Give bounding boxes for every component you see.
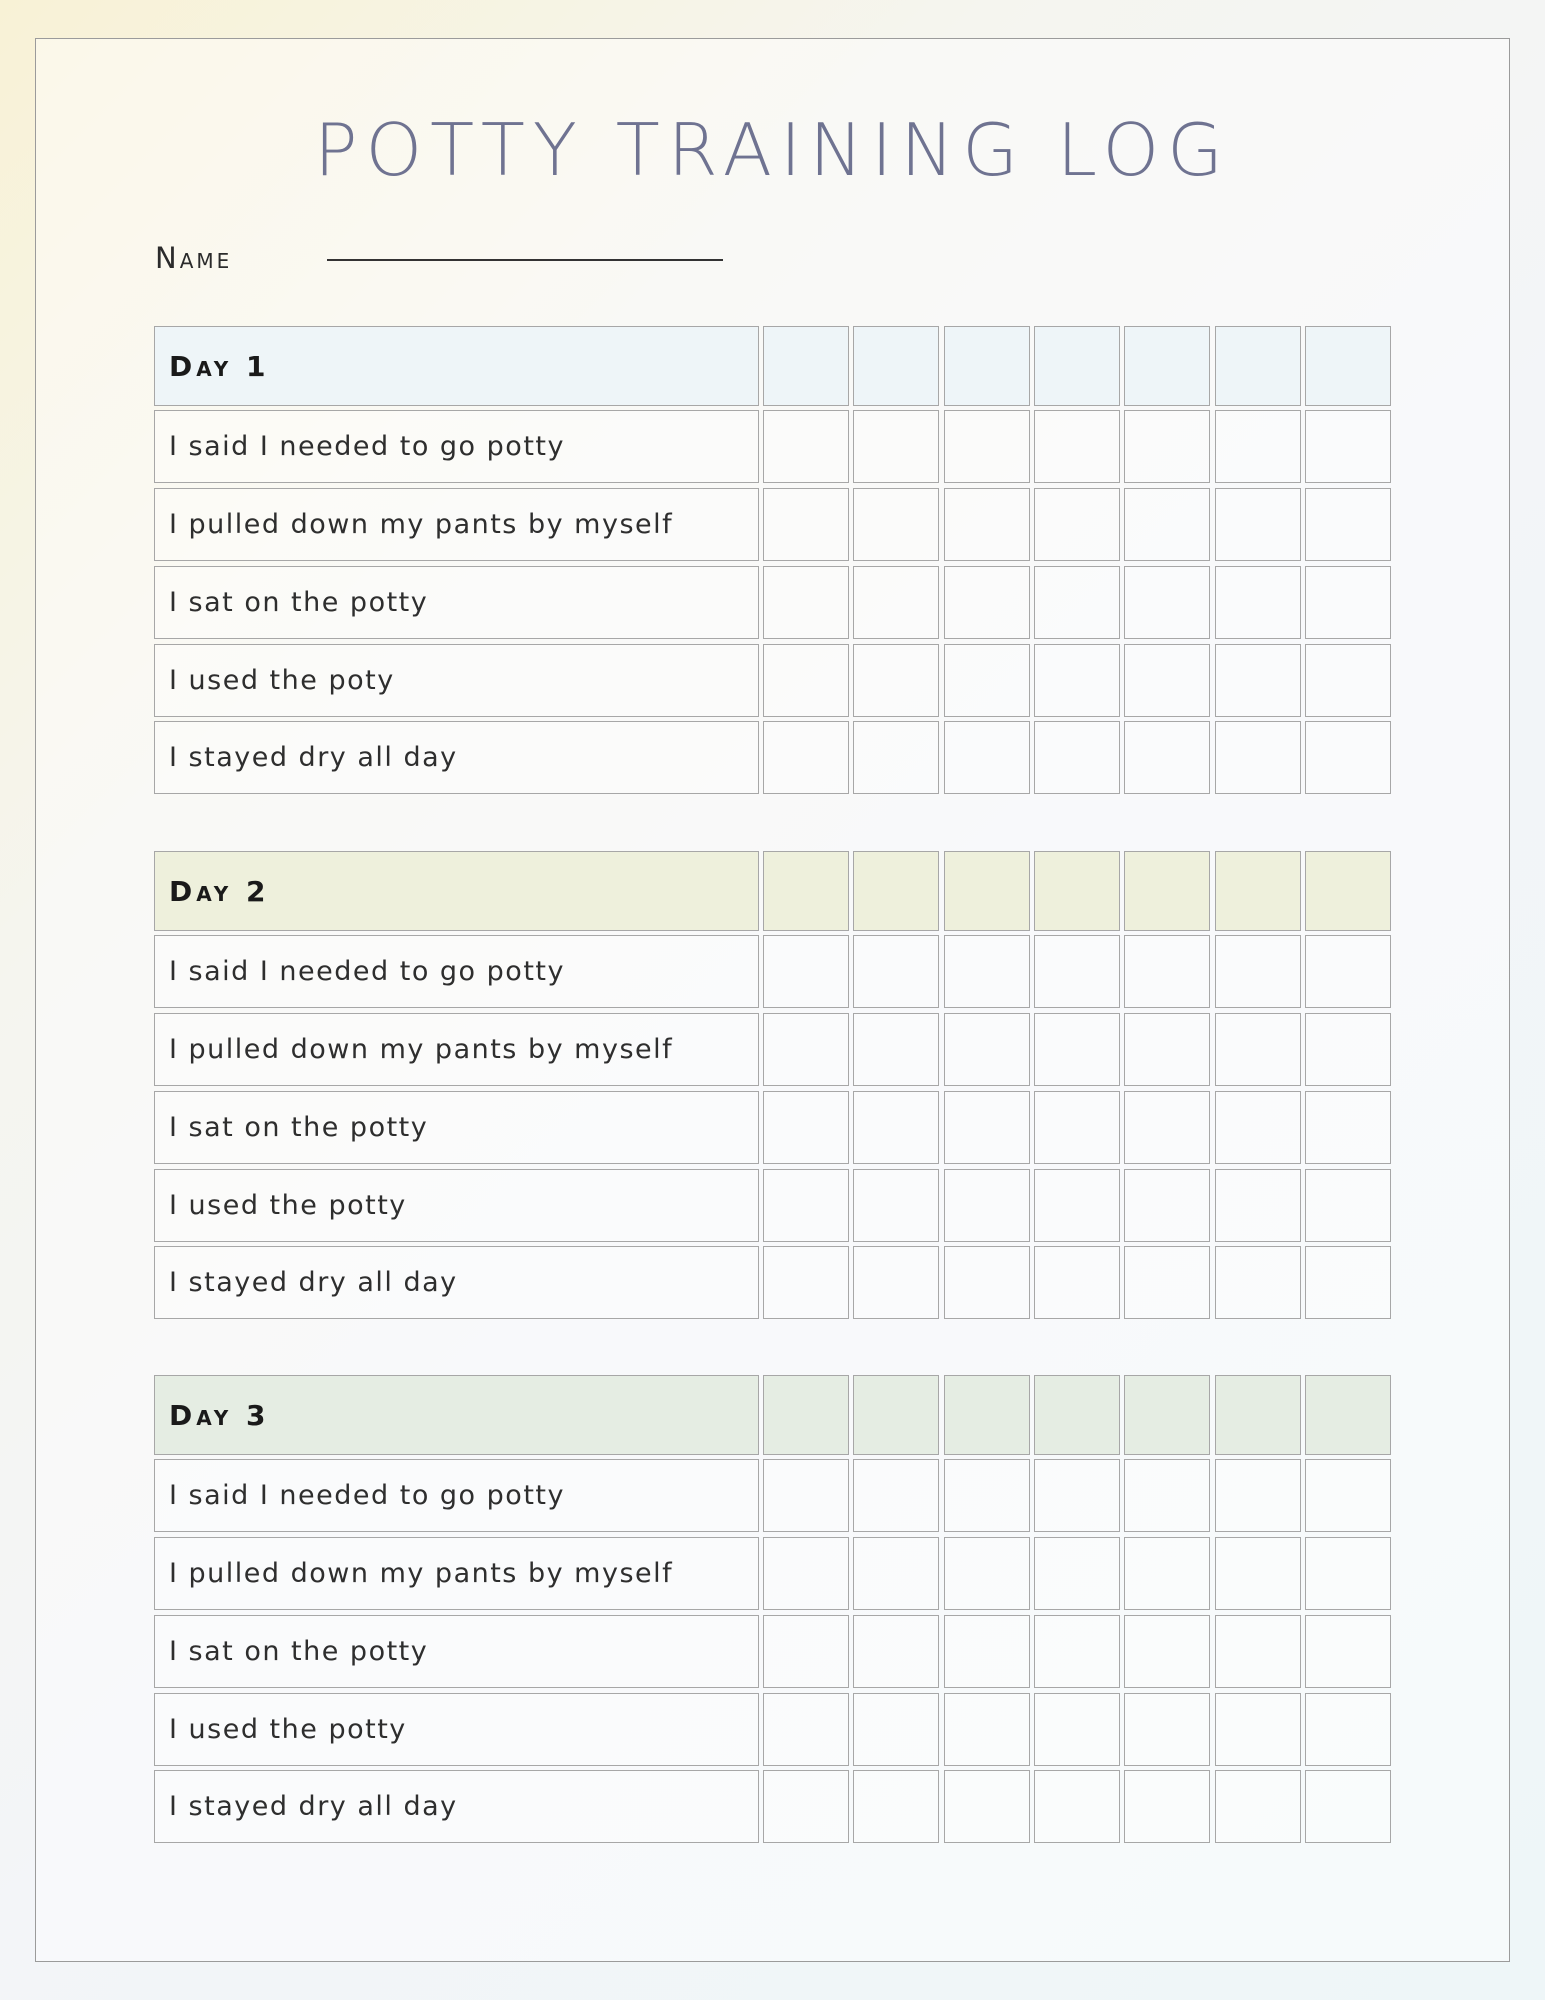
checkbox[interactable] — [944, 1770, 1030, 1843]
checkbox[interactable] — [1034, 488, 1120, 561]
checkbox[interactable] — [763, 1615, 849, 1688]
checkbox[interactable] — [944, 1246, 1030, 1319]
checkbox[interactable] — [1305, 1537, 1391, 1610]
checkbox[interactable] — [944, 566, 1030, 639]
day-label: Day 1 — [154, 326, 759, 406]
header-cell — [853, 851, 939, 931]
table-row — [154, 488, 1392, 561]
checkbox[interactable] — [763, 644, 849, 717]
checkbox[interactable] — [1215, 1693, 1301, 1766]
header-cell — [763, 326, 849, 406]
header-cell — [853, 326, 939, 406]
checkbox[interactable] — [763, 935, 849, 1008]
checkbox[interactable] — [1034, 1770, 1120, 1843]
checkbox[interactable] — [1034, 1013, 1120, 1086]
checkbox[interactable] — [763, 1013, 849, 1086]
task-label: I pulled down my pants by myself — [154, 488, 759, 561]
checkbox[interactable] — [853, 1770, 939, 1843]
checkbox[interactable] — [1305, 644, 1391, 717]
checkbox[interactable] — [944, 1537, 1030, 1610]
task-label: I said I needed to go potty — [154, 1459, 759, 1532]
table-row — [154, 1693, 1392, 1766]
header-cell — [944, 851, 1030, 931]
checkbox[interactable] — [1215, 935, 1301, 1008]
checkbox[interactable] — [1034, 1091, 1120, 1164]
checkbox[interactable] — [763, 1770, 849, 1843]
checkbox[interactable] — [853, 1169, 939, 1242]
checkbox[interactable] — [1215, 566, 1301, 639]
checkbox[interactable] — [1215, 1537, 1301, 1610]
checkbox[interactable] — [1034, 1537, 1120, 1610]
checkbox[interactable] — [944, 488, 1030, 561]
checkbox[interactable] — [1034, 721, 1120, 794]
checkbox[interactable] — [763, 1169, 849, 1242]
checkbox[interactable] — [1124, 1246, 1210, 1319]
task-label: I sat on the potty — [154, 1615, 759, 1688]
checkbox[interactable] — [1124, 1013, 1210, 1086]
checkbox[interactable] — [1034, 1459, 1120, 1532]
checkbox[interactable] — [1215, 1013, 1301, 1086]
checkbox[interactable] — [1305, 1091, 1391, 1164]
header-cell — [1305, 326, 1391, 406]
checkbox[interactable] — [763, 1246, 849, 1319]
header-cell — [1034, 1375, 1120, 1455]
checkbox[interactable] — [763, 1537, 849, 1610]
checkbox[interactable] — [1124, 721, 1210, 794]
checkbox[interactable] — [944, 721, 1030, 794]
checkbox[interactable] — [1124, 566, 1210, 639]
checkbox[interactable] — [944, 1615, 1030, 1688]
checkbox[interactable] — [1124, 1693, 1210, 1766]
checkbox[interactable] — [1215, 1770, 1301, 1843]
header-cell — [763, 1375, 849, 1455]
checkbox[interactable] — [1124, 1770, 1210, 1843]
table-row — [154, 935, 1392, 1008]
header-cell — [853, 1375, 939, 1455]
checkbox[interactable] — [1215, 1169, 1301, 1242]
checkbox[interactable] — [853, 935, 939, 1008]
checkbox[interactable] — [853, 1693, 939, 1766]
checkbox[interactable] — [1215, 721, 1301, 794]
checkbox[interactable] — [944, 1693, 1030, 1766]
table-row — [154, 1770, 1392, 1843]
checkbox[interactable] — [853, 721, 939, 794]
header-cell — [1124, 851, 1210, 931]
page-title: POTTY TRAINING LOG — [314, 108, 1231, 192]
header-cell — [1124, 326, 1210, 406]
checkbox[interactable] — [853, 410, 939, 483]
checkbox[interactable] — [1305, 935, 1391, 1008]
table-row — [154, 1537, 1392, 1610]
task-label: I said I needed to go potty — [154, 935, 759, 1008]
checkbox[interactable] — [1124, 1537, 1210, 1610]
checkbox[interactable] — [1124, 644, 1210, 717]
table-row — [154, 1169, 1392, 1242]
table-row — [154, 1459, 1392, 1532]
checkbox[interactable] — [853, 644, 939, 717]
checkbox[interactable] — [853, 566, 939, 639]
task-label: I pulled down my pants by myself — [154, 1537, 759, 1610]
checkbox[interactable] — [763, 721, 849, 794]
header-cell — [1305, 851, 1391, 931]
header-cell — [1124, 1375, 1210, 1455]
day-label: Day 2 — [154, 851, 759, 931]
task-label: I stayed dry all day — [154, 721, 759, 794]
table-row — [154, 410, 1392, 483]
checkbox[interactable] — [944, 935, 1030, 1008]
task-label: I stayed dry all day — [154, 1246, 759, 1319]
task-label: I sat on the potty — [154, 1091, 759, 1164]
checkbox[interactable] — [944, 410, 1030, 483]
checkbox[interactable] — [763, 1459, 849, 1532]
checkbox[interactable] — [1124, 1459, 1210, 1532]
checkbox[interactable] — [1305, 1246, 1391, 1319]
checkbox[interactable] — [1034, 1246, 1120, 1319]
checkbox[interactable] — [763, 1091, 849, 1164]
header-cell — [944, 326, 1030, 406]
checkbox[interactable] — [1124, 1091, 1210, 1164]
table-row — [154, 1246, 1392, 1319]
day-header-row — [154, 1375, 1392, 1455]
checkbox[interactable] — [1305, 1615, 1391, 1688]
checkbox[interactable] — [853, 1615, 939, 1688]
table-row — [154, 566, 1392, 639]
task-label: I sat on the potty — [154, 566, 759, 639]
checkbox[interactable] — [1215, 488, 1301, 561]
name-input-line[interactable] — [327, 259, 723, 261]
checkbox[interactable] — [1305, 1169, 1391, 1242]
day-header-row — [154, 851, 1392, 931]
checkbox[interactable] — [1034, 1615, 1120, 1688]
checkbox[interactable] — [853, 488, 939, 561]
checkbox[interactable] — [1305, 410, 1391, 483]
checkbox[interactable] — [1034, 566, 1120, 639]
checkbox[interactable] — [1124, 488, 1210, 561]
task-label: I pulled down my pants by myself — [154, 1013, 759, 1086]
checkbox[interactable] — [1215, 1246, 1301, 1319]
checkbox[interactable] — [1034, 410, 1120, 483]
checkbox[interactable] — [1305, 1770, 1391, 1843]
header-cell — [944, 1375, 1030, 1455]
checkbox[interactable] — [1215, 644, 1301, 717]
checkbox[interactable] — [853, 1013, 939, 1086]
checkbox[interactable] — [944, 1013, 1030, 1086]
table-row — [154, 644, 1392, 717]
table-row — [154, 1615, 1392, 1688]
checkbox[interactable] — [1305, 1459, 1391, 1532]
table-row — [154, 721, 1392, 794]
checkbox[interactable] — [1305, 566, 1391, 639]
checkbox[interactable] — [853, 1459, 939, 1532]
checkbox[interactable] — [944, 1169, 1030, 1242]
checkbox[interactable] — [1305, 1693, 1391, 1766]
checkbox[interactable] — [1124, 1615, 1210, 1688]
checkbox[interactable] — [763, 1693, 849, 1766]
checkbox[interactable] — [1215, 1091, 1301, 1164]
task-label: I used the potty — [154, 1693, 759, 1766]
header-cell — [1215, 851, 1301, 931]
header-cell — [1305, 1375, 1391, 1455]
checkbox[interactable] — [763, 410, 849, 483]
checkbox[interactable] — [1305, 488, 1391, 561]
checkbox[interactable] — [763, 566, 849, 639]
checkbox[interactable] — [853, 1091, 939, 1164]
header-cell — [763, 851, 849, 931]
table-row — [154, 1091, 1392, 1164]
checkbox[interactable] — [1124, 935, 1210, 1008]
checkbox[interactable] — [1124, 410, 1210, 483]
header-cell — [1034, 851, 1120, 931]
task-label: I used the potty — [154, 1169, 759, 1242]
task-label: I stayed dry all day — [154, 1770, 759, 1843]
header-cell — [1215, 326, 1301, 406]
day-header-row — [154, 326, 1392, 406]
header-cell — [1034, 326, 1120, 406]
checkbox[interactable] — [1215, 1615, 1301, 1688]
checkbox[interactable] — [853, 1246, 939, 1319]
checkbox[interactable] — [1215, 1459, 1301, 1532]
day-label: Day 3 — [154, 1375, 759, 1455]
task-label: I used the poty — [154, 644, 759, 717]
task-label: I said I needed to go potty — [154, 410, 759, 483]
table-row — [154, 1013, 1392, 1086]
checkbox[interactable] — [1034, 1169, 1120, 1242]
checkbox[interactable] — [1305, 1013, 1391, 1086]
checkbox[interactable] — [1215, 410, 1301, 483]
checkbox[interactable] — [853, 1537, 939, 1610]
checkbox[interactable] — [763, 488, 849, 561]
checkbox[interactable] — [1034, 1693, 1120, 1766]
checkbox[interactable] — [944, 1459, 1030, 1532]
checkbox[interactable] — [944, 1091, 1030, 1164]
name-label: Name — [155, 241, 233, 275]
checkbox[interactable] — [944, 644, 1030, 717]
checkbox[interactable] — [1124, 1169, 1210, 1242]
header-cell — [1215, 1375, 1301, 1455]
checkbox[interactable] — [1034, 935, 1120, 1008]
checkbox[interactable] — [1034, 644, 1120, 717]
checkbox[interactable] — [1305, 721, 1391, 794]
